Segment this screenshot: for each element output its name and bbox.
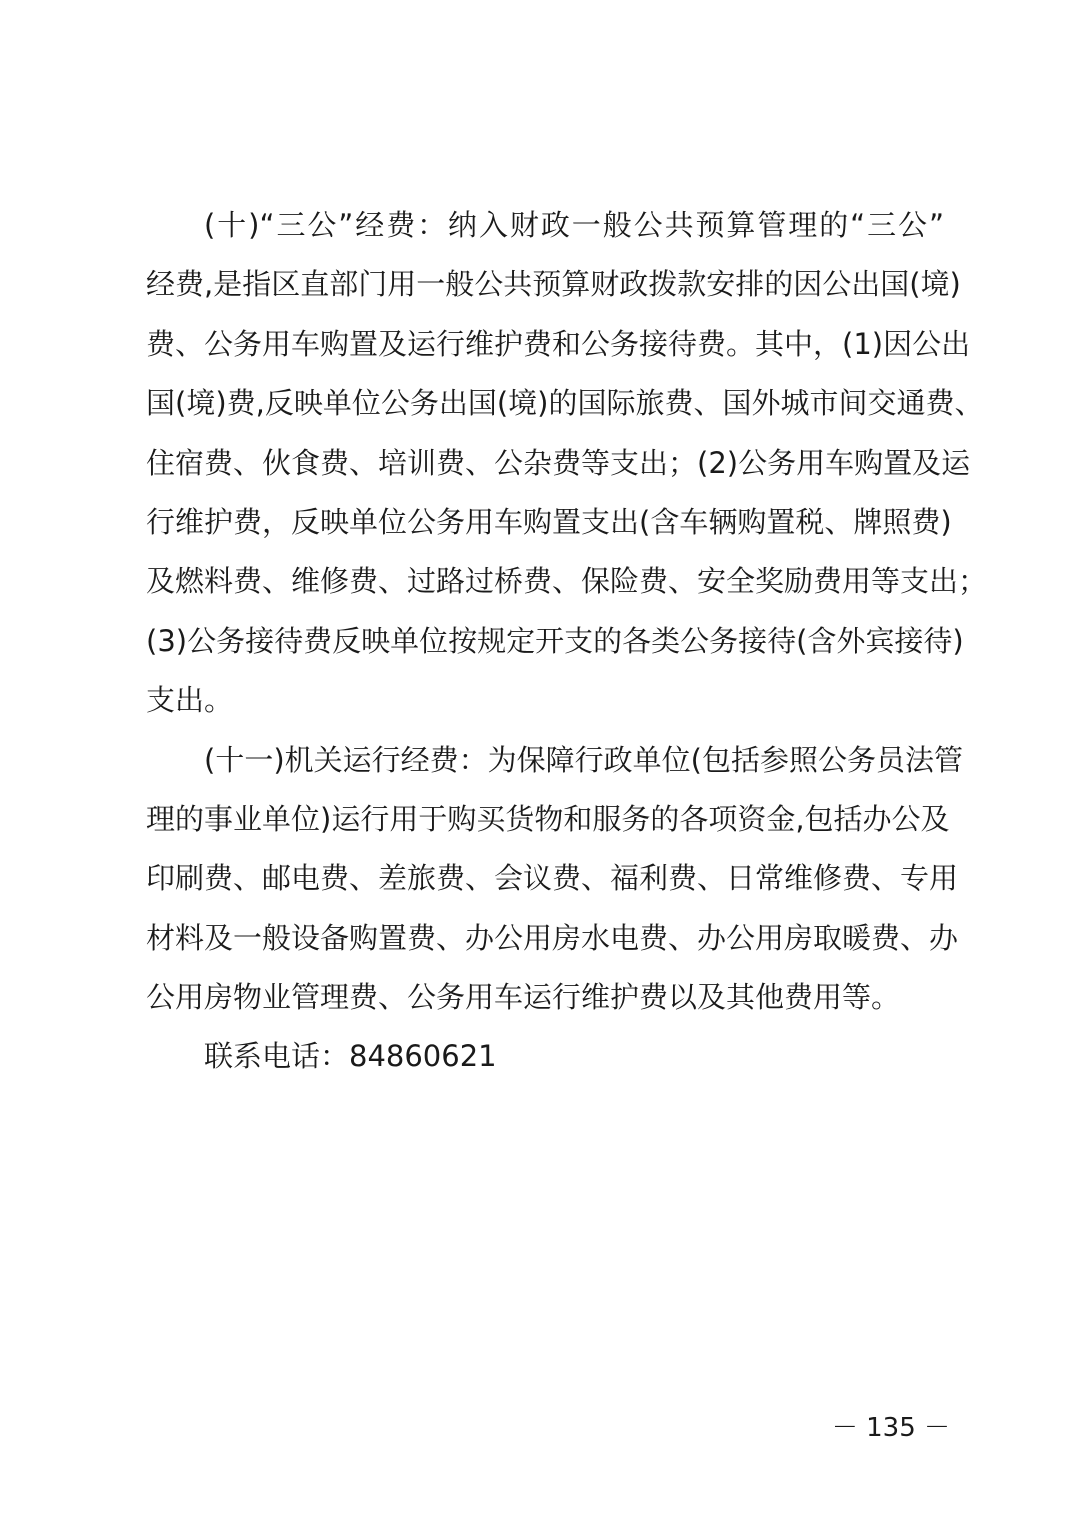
- paragraph-line: 材料及一般设备购置费、办公用房水电费、办公用房取暖费、办: [146, 920, 959, 955]
- paragraph-line: 支出。: [146, 683, 234, 718]
- document-body: [146, 196, 988, 1087]
- paragraph-three-public-expenses: [146, 196, 988, 731]
- paragraph-line: 行维护费，反映单位公务用车购置支出(含车辆购置税、牌照费): [146, 504, 952, 539]
- paragraph-line: 住宿费、伙食费、培训费、公杂费等支出；(2)公务用车购置及运: [146, 445, 971, 480]
- paragraph-line: (十)“三公”经费：纳入财政一般公共预算管理的“三公”: [204, 208, 944, 242]
- paragraph-line: 经费,是指区直部门用一般公共预算财政拨款安排的因公出国(境): [146, 267, 961, 302]
- paragraph-line: 费、公务用车购置及运行维护费和公务接待费。其中，(1)因公出: [146, 326, 971, 361]
- paragraph-line: 公用房物业管理费、公务用车运行维护费以及其他费用等。: [146, 980, 901, 1015]
- paragraph-line: (十一)机关运行经费：为保障行政单位(包括参照公务员法管: [204, 742, 963, 777]
- page-number: － 135 －: [831, 1413, 950, 1443]
- paragraph-line: 理的事业单位)运行用于购买货物和服务的各项资金,包括办公及: [146, 801, 950, 836]
- paragraph-line: 印刷费、邮电费、差旅费、会议费、福利费、日常维修费、专用: [146, 861, 959, 896]
- contact-phone-line: 联系电话：84860621: [204, 1039, 497, 1074]
- contact-phone: [146, 1027, 944, 1086]
- paragraph-agency-operating-expenses: [146, 731, 963, 1028]
- paragraph-line: 及燃料费、维修费、过路过桥费、保险费、安全奖励费用等支出；: [146, 564, 988, 599]
- paragraph-line: 国(境)费,反映单位公务出国(境)的国际旅费、国外城市间交通费、: [146, 386, 984, 421]
- paragraph-line: (3)公务接待费反映单位按规定开支的各类公务接待(含外宾接待): [146, 623, 964, 658]
